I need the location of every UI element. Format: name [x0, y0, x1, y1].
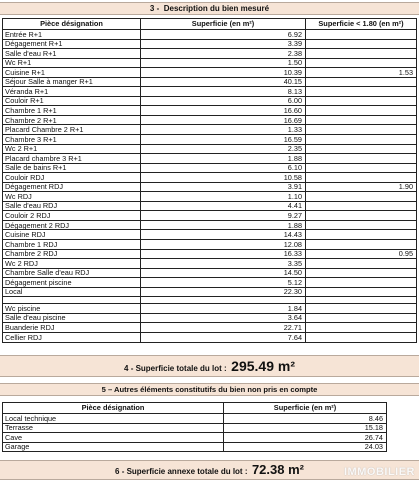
area-cell: 12.08: [141, 240, 306, 250]
room-name-cell: Véranda R+1: [3, 87, 141, 97]
area-cell: 16.33: [141, 249, 306, 259]
area-cell: 2.38: [141, 49, 306, 59]
low-area-cell: [306, 87, 417, 97]
annex-table-body: [3, 414, 387, 452]
table-row: [3, 287, 417, 297]
area-cell: 3.91: [141, 182, 306, 192]
area-cell: 26.74: [224, 433, 387, 443]
low-area-cell: [306, 240, 417, 250]
rooms-table-body: [3, 30, 417, 343]
room-name-cell: Couloir R+1: [3, 96, 141, 106]
annex-total-value: 72.38 m²: [251, 462, 304, 477]
table-row: [3, 154, 417, 164]
room-name-cell: Entrée R+1: [3, 30, 141, 40]
area-cell: 22.30: [141, 287, 306, 297]
table-row: [3, 259, 417, 269]
rooms-table: [2, 18, 417, 343]
low-area-cell: [306, 211, 417, 221]
room-name-cell: Couloir 2 RDJ: [3, 211, 141, 221]
table-row: [3, 58, 417, 68]
low-area-cell: 0.95: [306, 249, 417, 259]
table-row: [3, 423, 387, 433]
area-cell: 16.59: [141, 135, 306, 145]
room-name-cell: Salle d'eau piscine: [3, 313, 141, 323]
col-header-area-low: Superficie < 1.80 (en m²): [306, 19, 417, 30]
col-header-area: Superficie (en m²): [141, 19, 306, 30]
low-area-cell: [306, 332, 417, 342]
watermark-logo: [344, 466, 415, 478]
low-area-cell: [306, 163, 417, 173]
area-cell: 1.88: [141, 220, 306, 230]
area-cell: 16.69: [141, 115, 306, 125]
area-cell: 1.88: [141, 154, 306, 164]
room-name-cell: Cellier RDJ: [3, 332, 141, 342]
table-row: [3, 332, 417, 342]
room-name-cell: Garage: [3, 442, 224, 452]
area-cell: 1.84: [141, 304, 306, 314]
table-row: [3, 220, 417, 230]
col-header-room: Pièce désignation: [3, 19, 141, 30]
area-cell: 10.39: [141, 68, 306, 78]
low-area-cell: [306, 58, 417, 68]
section-3-header: [0, 2, 419, 15]
low-area-cell: 1.90: [306, 182, 417, 192]
room-name-cell: Cuisine R+1: [3, 68, 141, 78]
table-row: [3, 39, 417, 49]
room-name-cell: Wc piscine: [3, 304, 141, 314]
room-name-cell: Local: [3, 287, 141, 297]
low-area-cell: [306, 49, 417, 59]
low-area-cell: [306, 154, 417, 164]
area-cell: 1.10: [141, 192, 306, 202]
low-area-cell: [306, 201, 417, 211]
table-row: [3, 442, 387, 452]
low-area-cell: [306, 313, 417, 323]
table-row: [3, 115, 417, 125]
room-name-cell: Séjour Salle à manger R+1: [3, 77, 141, 87]
room-name-cell: Buanderie RDJ: [3, 323, 141, 333]
area-cell: 22.71: [141, 323, 306, 333]
low-area-cell: [306, 268, 417, 278]
area-cell: 4.41: [141, 201, 306, 211]
table-row: [3, 163, 417, 173]
area-cell: 6.10: [141, 163, 306, 173]
area-cell: 40.15: [141, 77, 306, 87]
room-name-cell: Chambre 2 R+1: [3, 115, 141, 125]
low-area-cell: [306, 192, 417, 202]
low-area-cell: [306, 115, 417, 125]
low-area-cell: [306, 77, 417, 87]
spacer-cell: [306, 297, 417, 304]
room-name-cell: Wc 2 RDJ: [3, 259, 141, 269]
table-row: [3, 182, 417, 192]
table-row: [3, 30, 417, 40]
table-row: [3, 125, 417, 135]
spacer-cell: [141, 297, 306, 304]
annex-col-header-area: Superficie (en m²): [224, 403, 387, 414]
room-name-cell: Dégagement 2 RDJ: [3, 220, 141, 230]
low-area-cell: [306, 106, 417, 116]
area-cell: 1.33: [141, 125, 306, 135]
rooms-table-header: [3, 19, 417, 30]
room-name-cell: Local technique: [3, 414, 224, 424]
table-row: [3, 211, 417, 221]
area-cell: 2.35: [141, 144, 306, 154]
low-area-cell: [306, 125, 417, 135]
low-area-cell: [306, 323, 417, 333]
table-row: [3, 201, 417, 211]
area-cell: 24.03: [224, 442, 387, 452]
low-area-cell: [306, 96, 417, 106]
room-name-cell: Chambre 1 R+1: [3, 106, 141, 116]
area-cell: 14.50: [141, 268, 306, 278]
room-name-cell: Wc R+1: [3, 58, 141, 68]
area-cell: 8.13: [141, 87, 306, 97]
room-name-cell: Dégagement R+1: [3, 39, 141, 49]
spacer-cell: [3, 297, 141, 304]
room-name-cell: Chambre Salle d'eau RDJ: [3, 268, 141, 278]
area-cell: 3.39: [141, 39, 306, 49]
section-5-title: 5 – Autres éléments constitutifs du bien non pris en compte: [101, 385, 318, 394]
table-row: [3, 304, 417, 314]
area-cell: 3.64: [141, 313, 306, 323]
low-area-cell: [306, 278, 417, 288]
table-row: [3, 414, 387, 424]
low-area-cell: 1.53: [306, 68, 417, 78]
annex-total-label: 6 - Superficie annexe totale du lot :: [115, 467, 248, 476]
room-name-cell: Terrasse: [3, 423, 224, 433]
room-name-cell: Placard chambre 3 R+1: [3, 154, 141, 164]
room-name-cell: Wc RDJ: [3, 192, 141, 202]
area-cell: 16.60: [141, 106, 306, 116]
low-area-cell: [306, 30, 417, 40]
table-row: [3, 87, 417, 97]
area-cell: 8.46: [224, 414, 387, 424]
low-area-cell: [306, 144, 417, 154]
table-row: [3, 249, 417, 259]
room-name-cell: Wc 2 R+1: [3, 144, 141, 154]
table-row: [3, 323, 417, 333]
area-cell: 10.58: [141, 173, 306, 183]
table-row: [3, 433, 387, 443]
low-area-cell: [306, 287, 417, 297]
area-cell: 6.92: [141, 30, 306, 40]
low-area-cell: [306, 259, 417, 269]
low-area-cell: [306, 39, 417, 49]
room-name-cell: Cuisine RDJ: [3, 230, 141, 240]
table-row: [3, 77, 417, 87]
table-row: [3, 135, 417, 145]
room-name-cell: Cave: [3, 433, 224, 443]
table-row: [3, 313, 417, 323]
room-name-cell: Placard Chambre 2 R+1: [3, 125, 141, 135]
area-cell: 15.18: [224, 423, 387, 433]
table-row: [3, 68, 417, 78]
table-row: [3, 173, 417, 183]
area-cell: 3.35: [141, 259, 306, 269]
total-area-value: 295.49 m²: [231, 358, 295, 374]
table-row: [3, 268, 417, 278]
low-area-cell: [306, 304, 417, 314]
room-name-cell: Chambre 3 R+1: [3, 135, 141, 145]
annex-table: [2, 402, 387, 452]
room-name-cell: Couloir RDJ: [3, 173, 141, 183]
area-cell: 14.43: [141, 230, 306, 240]
section-3-number: 3 -: [149, 4, 160, 13]
low-area-cell: [306, 220, 417, 230]
room-name-cell: Chambre 2 RDJ: [3, 249, 141, 259]
table-row: [3, 192, 417, 202]
low-area-cell: [306, 230, 417, 240]
low-area-cell: [306, 135, 417, 145]
room-name-cell: Salle de bains R+1: [3, 163, 141, 173]
section-3-title: Description du bien mesuré: [163, 4, 270, 13]
table-row: [3, 49, 417, 59]
spacer-row: [3, 297, 417, 304]
annex-col-header-room: Pièce désignation: [3, 403, 224, 414]
area-cell: 1.50: [141, 58, 306, 68]
area-cell: 6.00: [141, 96, 306, 106]
watermark-text: IMMOBILIER: [344, 466, 415, 478]
table-row: [3, 230, 417, 240]
area-cell: 5.12: [141, 278, 306, 288]
room-name-cell: Salle d'eau RDJ: [3, 201, 141, 211]
total-area-label: 4 - Superficie totale du lot :: [124, 364, 227, 373]
room-name-cell: Salle d'eau R+1: [3, 49, 141, 59]
table-row: [3, 240, 417, 250]
table-row: [3, 144, 417, 154]
table-row: [3, 106, 417, 116]
annex-table-header: [3, 403, 387, 414]
table-row: [3, 278, 417, 288]
room-name-cell: Dégagement piscine: [3, 278, 141, 288]
room-name-cell: Chambre 1 RDJ: [3, 240, 141, 250]
section-4-total: [0, 355, 419, 377]
area-cell: 9.27: [141, 211, 306, 221]
room-name-cell: Dégagement RDJ: [3, 182, 141, 192]
low-area-cell: [306, 173, 417, 183]
table-row: [3, 96, 417, 106]
area-cell: 7.64: [141, 332, 306, 342]
section-5-header: [0, 383, 419, 396]
